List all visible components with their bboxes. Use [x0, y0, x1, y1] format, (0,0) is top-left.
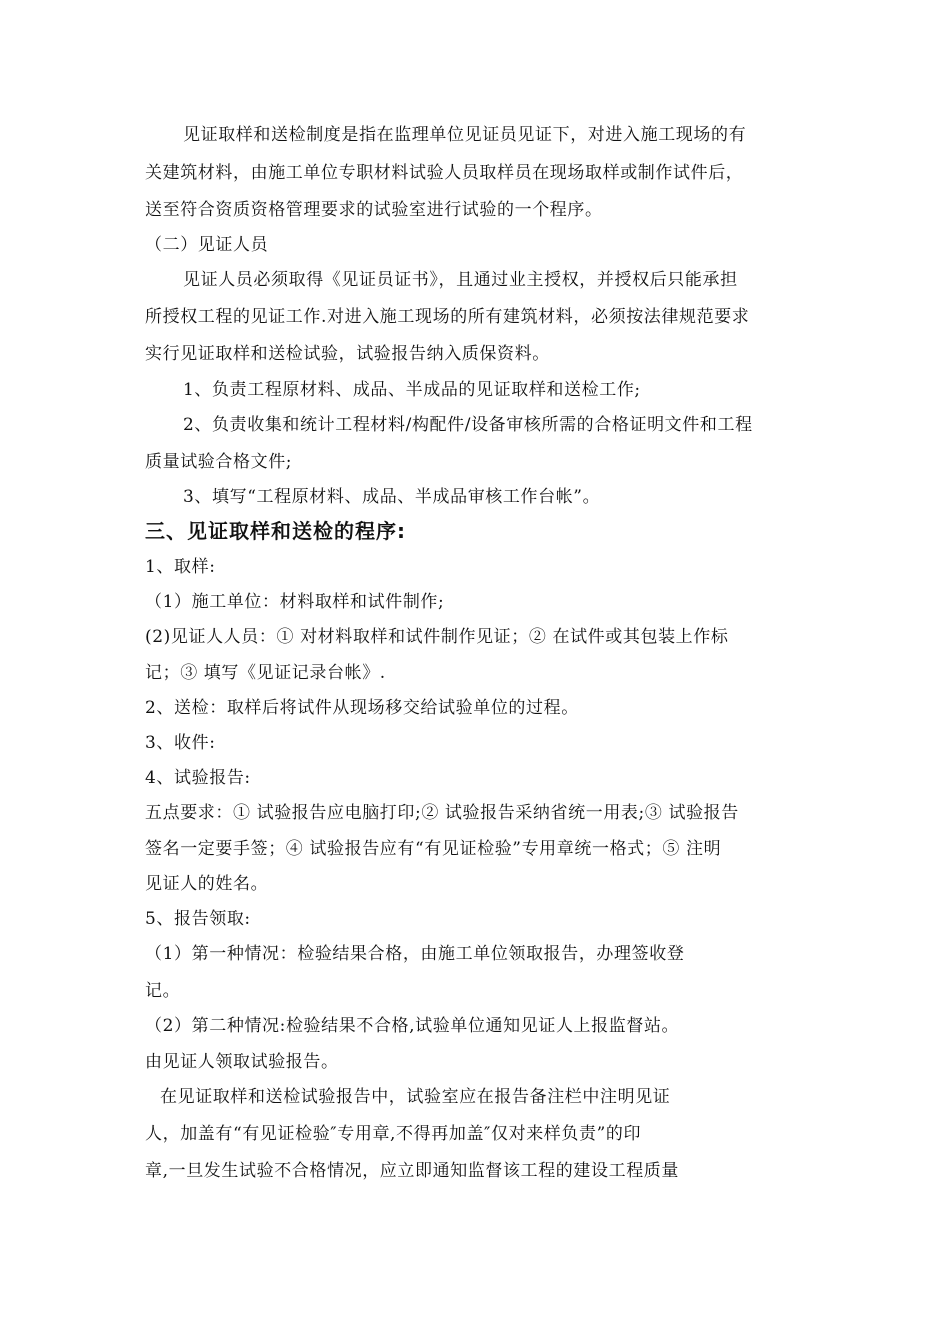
- paragraph-line: 送至符合资质资格管理要求的试验室进行试验的一个程序。: [145, 200, 603, 220]
- step-line: 见证人的姓名。: [145, 874, 269, 894]
- paragraph-line: 关建筑材料，由施工单位专职材料试验人员取样员在现场取样或制作试件后，: [145, 163, 744, 183]
- list-item: 1、负责工程原材料、成品、半成品的见证取样和送检工作;: [183, 380, 641, 400]
- paragraph-line: 人，加盖有“有见证检验″专用章,不得再加盖″仅对来样负责”的印: [145, 1124, 642, 1144]
- paragraph-line: 所授权工程的见证工作.对进入施工现场的所有建筑材料，必须按法律规范要求: [145, 307, 750, 327]
- section-subheading: （二）见证人员: [145, 235, 269, 255]
- paragraph-line: 在见证取样和送检试验报告中，试验室应在报告备注栏中注明见证: [160, 1087, 671, 1107]
- step-line: 2、送检：取样后将试件从现场移交给试验单位的过程。: [145, 698, 579, 718]
- step-line: 由见证人领取试验报告。: [145, 1052, 339, 1072]
- paragraph-line: 见证人员必须取得《见证员证书》，且通过业主授权，并授权后只能承担: [183, 270, 738, 290]
- step-line: （2）第二种情况:检验结果不合格,试验单位通知见证人上报监督站。: [145, 1016, 680, 1036]
- step-line: 4、试验报告:: [145, 768, 251, 788]
- list-item: 3、填写“工程原材料、成品、半成品审核工作台帐”。: [183, 487, 601, 507]
- list-item: 2、负责收集和统计工程材料/构配件/设备审核所需的合格证明文件和工程: [183, 415, 753, 435]
- step-line: （1）第一种情况：检验结果合格，由施工单位领取报告，办理签收登: [145, 944, 685, 964]
- list-item-continuation: 质量试验合格文件;: [145, 452, 293, 472]
- step-line: 5、报告领取:: [145, 909, 251, 929]
- step-line: (2)见证人人员：① 对材料取样和试件制作见证；② 在试件或其包装上作标: [145, 627, 729, 647]
- step-line: 签名一定要手签；④ 试验报告应有“有见证检验”专用章统一格式；⑤ 注明: [145, 839, 722, 859]
- step-line: 3、收件:: [145, 733, 216, 753]
- paragraph-line: 见证取样和送检制度是指在监理单位见证员见证下，对进入施工现场的有: [183, 125, 747, 145]
- step-line: 记；③ 填写《见证记录台帐》.: [145, 663, 386, 683]
- step-line: 记。: [145, 981, 181, 1001]
- step-line: （1）施工单位：材料取样和试件制作;: [145, 592, 445, 612]
- paragraph-line: 实行见证取样和送检试验，试验报告纳入质保资料。: [145, 344, 550, 364]
- paragraph-line: 章,一旦发生试验不合格情况，应立即通知监督该工程的建设工程质量: [145, 1161, 680, 1181]
- step-line: 五点要求：① 试验报告应电脑打印;② 试验报告采纳省统一用表;③ 试验报告: [145, 803, 739, 823]
- step-line: 1、取样:: [145, 557, 216, 577]
- section-heading: 三、见证取样和送检的程序:: [145, 519, 406, 543]
